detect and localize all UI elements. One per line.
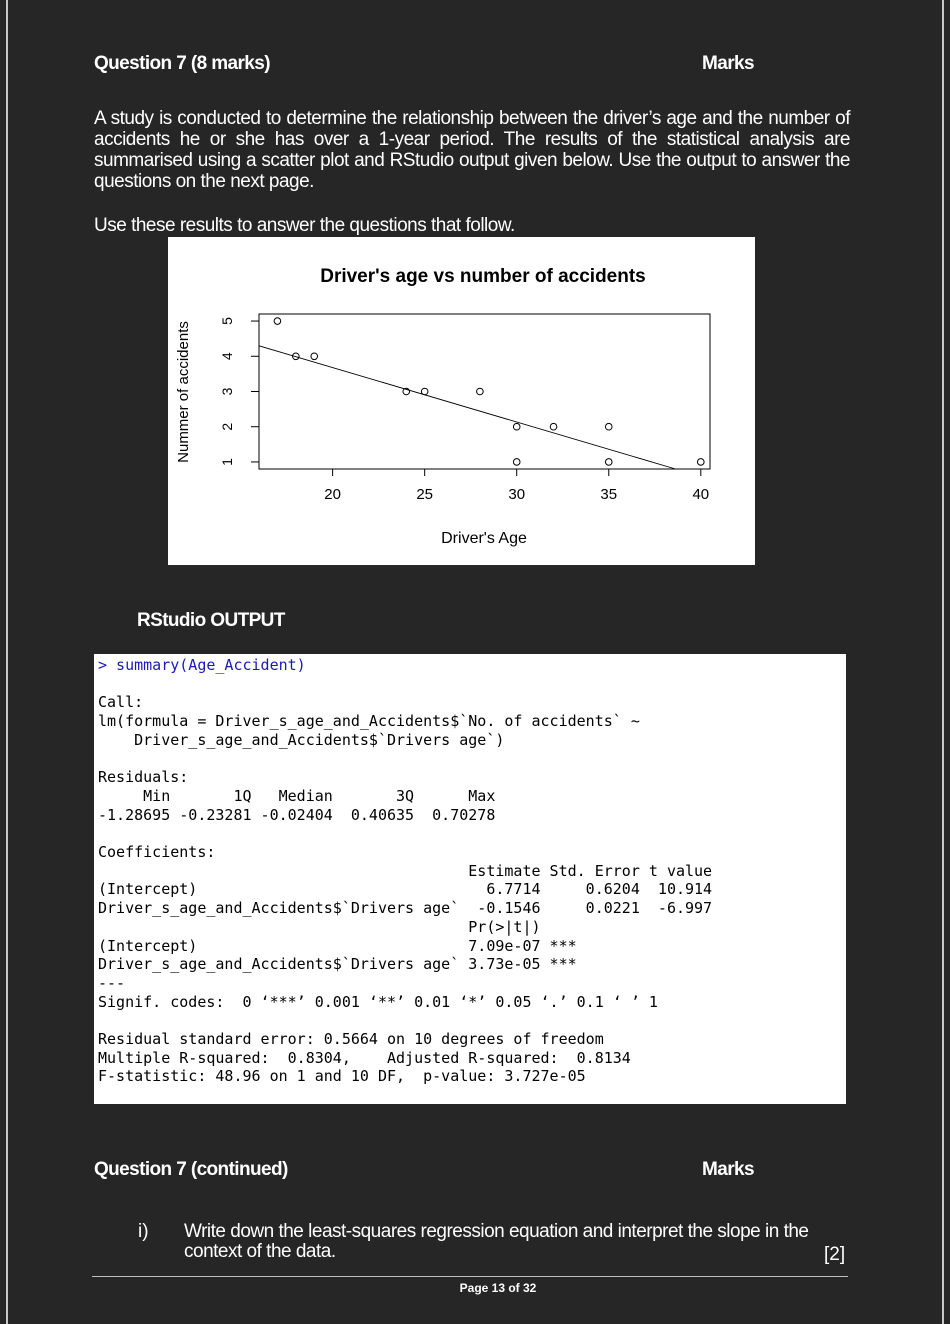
data-point bbox=[421, 388, 428, 395]
data-point bbox=[550, 423, 557, 430]
data-point bbox=[697, 459, 704, 466]
continued-marks-heading: Marks bbox=[702, 1159, 754, 1180]
y-axis-label: Nummer of accidents bbox=[175, 321, 192, 463]
regression-line bbox=[259, 346, 675, 469]
item-text: Write down the least-squares regression equation and interpret the slope in the context of the data. bbox=[184, 1221, 809, 1262]
y-tick-label: 5 bbox=[219, 317, 235, 325]
data-point bbox=[605, 459, 612, 466]
data-point bbox=[513, 459, 520, 466]
scatter-chart bbox=[168, 237, 755, 565]
x-tick-label: 20 bbox=[324, 486, 341, 503]
x-tick-label: 40 bbox=[692, 486, 710, 503]
y-tick-label: 2 bbox=[219, 422, 235, 431]
data-point bbox=[311, 353, 318, 360]
y-tick-label: 3 bbox=[219, 387, 235, 396]
x-axis-label: Driver's Age bbox=[441, 530, 527, 547]
marks-heading: Marks bbox=[702, 53, 754, 74]
x-tick-label: 35 bbox=[600, 486, 618, 503]
console-output: Call: lm(formula = Driver_s_age_and_Accidents$`No. of accidents` ~ Driver_s_age_and_Accidents$`Drivers age`) Residuals: Min 1Q Median 3Q Max -1.28695 -0.23281 -0.02404 0.40635 0.70278 Coefficients: Estimate Std. Error t value (Intercept) 6.7714 0.6204 10.914 Driver_s_age_and_Accidents$`Drivers age` -0.1546 0.0221 -6.997 Pr(>|t|) (Intercept) 7.09e-07 *** Driver_s_age_and_Accidents$`Drivers age` 3.73e-05 *** --- Signif. codes: 0 ‘***’ 0.001 ‘**’ 0.01 ‘*’ 0.05 ‘.’ 0.1 ‘ ’ 1 Residual standard error: 0.5664 on 10 degrees of freedom Multiple R-squared: 0.8304, Adjusted R-squared: 0.8134 F-statistic: 48.96 on 1 and 10 DF, p-value: 3.727e-05 bbox=[98, 693, 713, 1086]
console-command: > summary(Age_Accident) bbox=[98, 656, 306, 674]
x-tick-label: 30 bbox=[508, 486, 526, 503]
continued-title: Question 7 (continued) bbox=[94, 1159, 288, 1180]
intro-paragraph: A study is conducted to determine the relationship between the driver’s age and the number of accidents he or she has over a 1-year period. The results of the statistical analysis are summarised using a scatter plot and RStudio output given below. Use the output to answer the questions on the next page. bbox=[94, 108, 850, 192]
question-title: Question 7 (8 marks) bbox=[94, 53, 270, 74]
data-point bbox=[605, 423, 612, 430]
instruction-text: Use these results to answer the questions that follow. bbox=[94, 215, 515, 236]
page-number: Page 13 of 32 bbox=[459, 1281, 537, 1295]
chart-title: Driver's age vs number of accidents bbox=[320, 266, 646, 287]
data-point bbox=[274, 318, 281, 325]
plot-frame bbox=[259, 314, 710, 469]
rstudio-console bbox=[94, 654, 846, 1104]
x-tick-label: 25 bbox=[416, 486, 434, 503]
data-point bbox=[477, 388, 484, 395]
y-tick-label: 4 bbox=[219, 352, 235, 361]
footer-rule bbox=[92, 1276, 848, 1277]
item-marks: [2] bbox=[824, 1244, 846, 1265]
item-label: i) bbox=[138, 1221, 149, 1242]
data-point bbox=[513, 423, 520, 430]
y-tick-label: 1 bbox=[219, 458, 235, 466]
scatter-svg bbox=[168, 237, 755, 565]
rstudio-title: RStudio OUTPUT bbox=[137, 610, 285, 631]
